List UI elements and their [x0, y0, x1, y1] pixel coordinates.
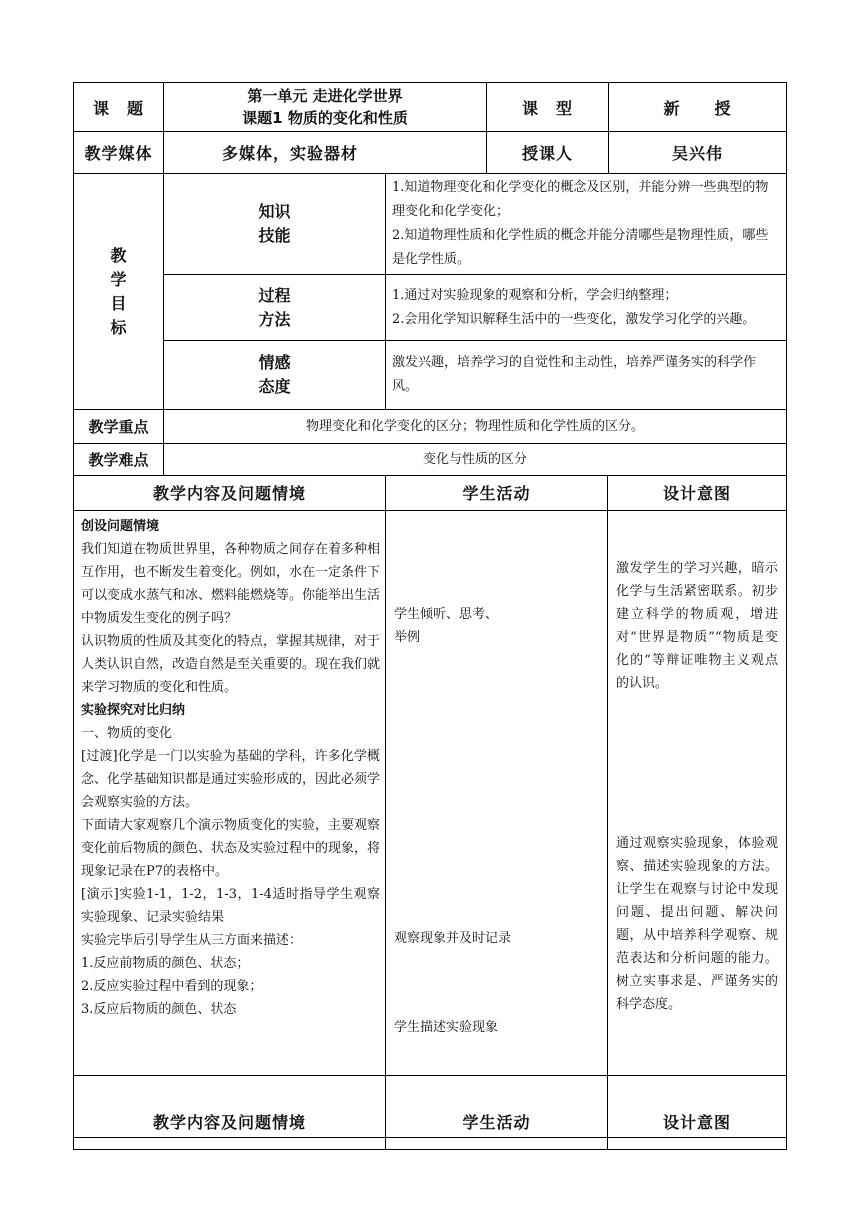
column-header-intent: 设计意图	[608, 476, 787, 510]
lesson-title	[164, 83, 487, 132]
paragraph: [演示]实验1-1，1-2，1-3，1-4适时指导学生观察实验现象、记录实验结果	[81, 886, 380, 925]
empty-cell	[608, 1137, 787, 1149]
footer-header-activity: 学生活动	[386, 1075, 608, 1137]
paragraph: 认识物质的性质及其变化的特点，掌握其规律，对于人类认识自然，改造自然是至关重要的。现在我们就来学习物质的变化和性质。	[81, 633, 381, 695]
header-table	[73, 82, 787, 476]
activity-2: 观察现象并及时记录	[394, 930, 512, 946]
topic-label: 课 题	[74, 83, 164, 132]
emotion-text: 激发兴趣，培养学习的自觉性和主动性，培养严谨务实的科学作风。	[386, 341, 787, 410]
empty-cell	[74, 1137, 386, 1149]
lesson-title-line2: 课题1 物质的变化和性质	[242, 109, 408, 127]
section-title-experiment: 实验探究对比归纳	[81, 702, 186, 718]
type-label: 课 型	[487, 83, 609, 132]
content-table	[73, 476, 787, 1150]
column-header-activity: 学生活动	[386, 476, 608, 510]
intent-1: 激发学生的学习兴趣，暗示化学与生活紧密联系。初步建立科学的物质观，增进对“世界是物质”“物质是变化的”等辩证唯物主义观点的认识。	[616, 560, 778, 691]
list-item: 3.反应后物质的颜色、状态	[81, 1001, 237, 1017]
paragraph: 实验完毕后引导学生从三方面来描述：	[81, 932, 303, 948]
activity-1: 学生倾听、思考、 举例	[394, 606, 499, 645]
media-label: 教学媒体	[74, 132, 164, 174]
list-item: 2.反应实验过程中看到的现象；	[81, 978, 263, 994]
emotion-label: 情感 态度	[164, 341, 386, 410]
lesson-title-line1: 第一单元 走进化学世界	[247, 87, 403, 105]
section-title-situation: 创设问题情境	[81, 518, 160, 534]
paragraph: [过渡]化学是一门以实验为基础的学科，许多化学概念、化学基础知识都是通过实验形成的，因此必须学会观察实验的方法。	[81, 748, 381, 810]
process-label: 过程 方法	[164, 275, 386, 341]
activity-3: 学生描述实验现象	[394, 1019, 499, 1035]
activity-cell	[386, 510, 608, 1075]
paragraph: 下面请大家观察几个演示物质变化的实验，主要观察变化前后物质的颜色、状态及实验过程中的现象，将现象记录在P7的表格中。	[81, 817, 381, 879]
knowledge-label: 知识 技能	[164, 174, 386, 275]
empty-cell	[386, 1137, 608, 1149]
list-item: 1.反应前物质的颜色、状态；	[81, 955, 250, 971]
footer-header-intent: 设计意图	[608, 1075, 787, 1137]
objectives-label: 教 学 目 标	[74, 174, 164, 410]
content-cell	[74, 510, 386, 1075]
type-value: 新 授	[609, 83, 787, 132]
footer-header-content: 教学内容及问题情境	[74, 1075, 386, 1137]
teacher-label: 授课人	[487, 132, 609, 174]
intent-2: 通过观察实验现象，体验观察、描述实验现象的方法。让学生在观察与讨论中发现问题、提出问题、解决问题，从中培养科学观察、规范表达和分析问题的能力。树立实事求是、严谨务实的科学态度。	[616, 835, 778, 1012]
intent-cell	[608, 510, 787, 1075]
key-point-label: 教学重点	[74, 410, 164, 444]
paragraph: 我们知道在物质世界里，各种物质之间存在着多种相互作用，也不断发生着变化。例如，水在一定条件下可以变成水蒸气和冰、燃料能燃烧等。你能举出生活中物质发生变化的例子吗？	[81, 541, 381, 626]
lesson-plan-page	[73, 82, 786, 1150]
column-header-content: 教学内容及问题情境	[74, 476, 386, 510]
key-point-value: 物理变化和化学变化的区分；物理性质和化学性质的区分。	[164, 410, 787, 444]
paragraph: 一、物质的变化	[81, 725, 173, 741]
difficulty-label: 教学难点	[74, 444, 164, 476]
teacher-value: 吴兴伟	[609, 132, 787, 174]
process-text: 1.通过对实验现象的观察和分析，学会归纳整理； 2.会用化学知识解释生活中的一些变化，激发学习化学的兴趣。	[386, 275, 787, 341]
difficulty-value: 变化与性质的区分	[164, 444, 787, 476]
knowledge-text: 1.知道物理变化和化学变化的概念及区别，并能分辨一些典型的物理变化和化学变化； 2.知道物理性质和化学性质的概念并能分清哪些是物理性质，哪些是化学性质。	[386, 174, 787, 275]
media-value: 多媒体，实验器材	[164, 132, 487, 174]
